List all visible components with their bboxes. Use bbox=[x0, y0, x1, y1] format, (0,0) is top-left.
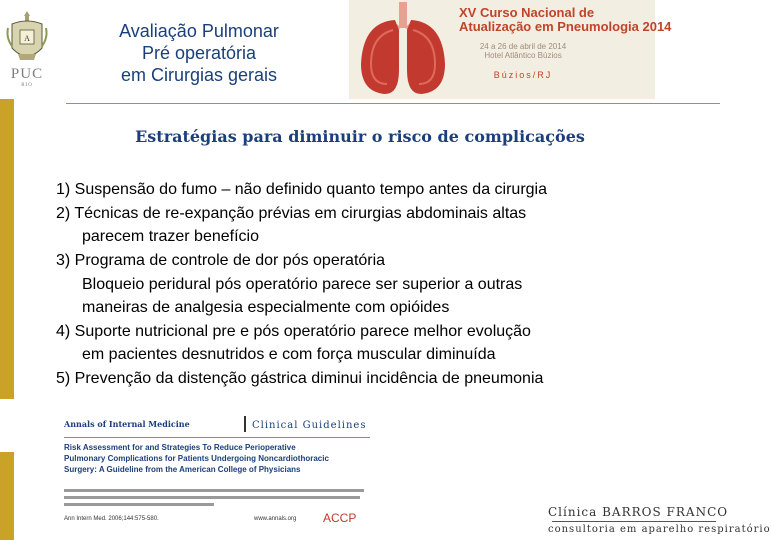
page-title bbox=[88, 20, 310, 86]
lungs-icon bbox=[349, 0, 459, 99]
author-line bbox=[64, 489, 364, 492]
clinic-tagline: consultoria em aparelho respiratório bbox=[548, 524, 771, 535]
logo-text: PUC bbox=[10, 66, 44, 82]
logo-subtext: RIO bbox=[21, 83, 33, 88]
title-line: Avaliação Pulmonar bbox=[119, 21, 279, 41]
congress-title-line: XV Curso Nacional de bbox=[459, 5, 595, 20]
author-line bbox=[64, 496, 360, 499]
congress-city: Búzios/RJ bbox=[493, 70, 553, 80]
title-line: Pré operatória bbox=[141, 43, 257, 63]
list-item-continuation: parecem trazer benefício bbox=[82, 228, 259, 245]
section-name: Clinical Guidelines bbox=[252, 420, 367, 431]
list-item: 4) Suporte nutricional pre e pós operatório parece melhor evolução bbox=[56, 323, 531, 340]
list-item: 3) Programa de controle de dor pós operatória bbox=[56, 252, 386, 269]
clinic-name: Clínica BARROS FRANCO bbox=[548, 505, 729, 519]
headline-line: Surgery: A Guideline from the American College of Physicians bbox=[64, 465, 301, 474]
article-headline bbox=[64, 442, 329, 475]
banner-text bbox=[459, 5, 672, 80]
article-citation: Ann Intern Med. 2006;144:575-580. bbox=[64, 516, 159, 522]
article-rule bbox=[64, 437, 370, 438]
article-website: www.annals.org bbox=[254, 516, 297, 522]
crest-icon bbox=[4, 8, 50, 72]
headline-line: Pulmonary Complications for Patients Undergoing Noncardiothoracic bbox=[64, 454, 329, 463]
list-item-continuation: maneiras de analgesia especialmente com opióides bbox=[82, 299, 450, 316]
congress-dates: 24 a 26 de abril de 2014 bbox=[479, 42, 567, 51]
clinic-divider bbox=[552, 521, 716, 522]
list-item-continuation: em pacientes desnutridos e com força muscular diminuída bbox=[82, 346, 496, 363]
list-item-continuation: Bloqueio peridural pós operatório parece ser superior a outras bbox=[82, 276, 523, 293]
journal-name: Annals of Internal Medicine bbox=[64, 419, 190, 429]
congress-banner bbox=[349, 0, 672, 99]
congress-title-line: Atualização em Pneumologia 2014 bbox=[459, 19, 672, 34]
title-line: em Cirurgias gerais bbox=[120, 65, 278, 85]
gold-side-bar bbox=[0, 452, 14, 540]
header-divider bbox=[66, 103, 720, 104]
congress-hotel: Hotel Atlântico Búzios bbox=[484, 51, 562, 60]
svg-text:A: A bbox=[24, 34, 30, 43]
journal-separator bbox=[244, 416, 246, 432]
list-item: 2) Técnicas de re-expanção prévias em cirurgias abdominais altas bbox=[56, 205, 527, 222]
gold-side-bar bbox=[0, 99, 14, 399]
author-lines bbox=[64, 489, 364, 510]
source-label: ACCP bbox=[323, 511, 357, 525]
slide-subtitle: Estratégias para diminuir o risco de complicações bbox=[135, 127, 585, 146]
list-item: 1) Suspensão do fumo – não definido quanto tempo antes da cirurgia bbox=[56, 181, 547, 198]
author-line bbox=[64, 503, 214, 506]
headline-line: Risk Assessment for and Strategies To Reduce Perioperative bbox=[64, 443, 296, 452]
clinic-logo bbox=[548, 505, 771, 535]
list-item: 5) Prevenção da distenção gástrica diminui incidência de pneumonia bbox=[56, 370, 544, 387]
